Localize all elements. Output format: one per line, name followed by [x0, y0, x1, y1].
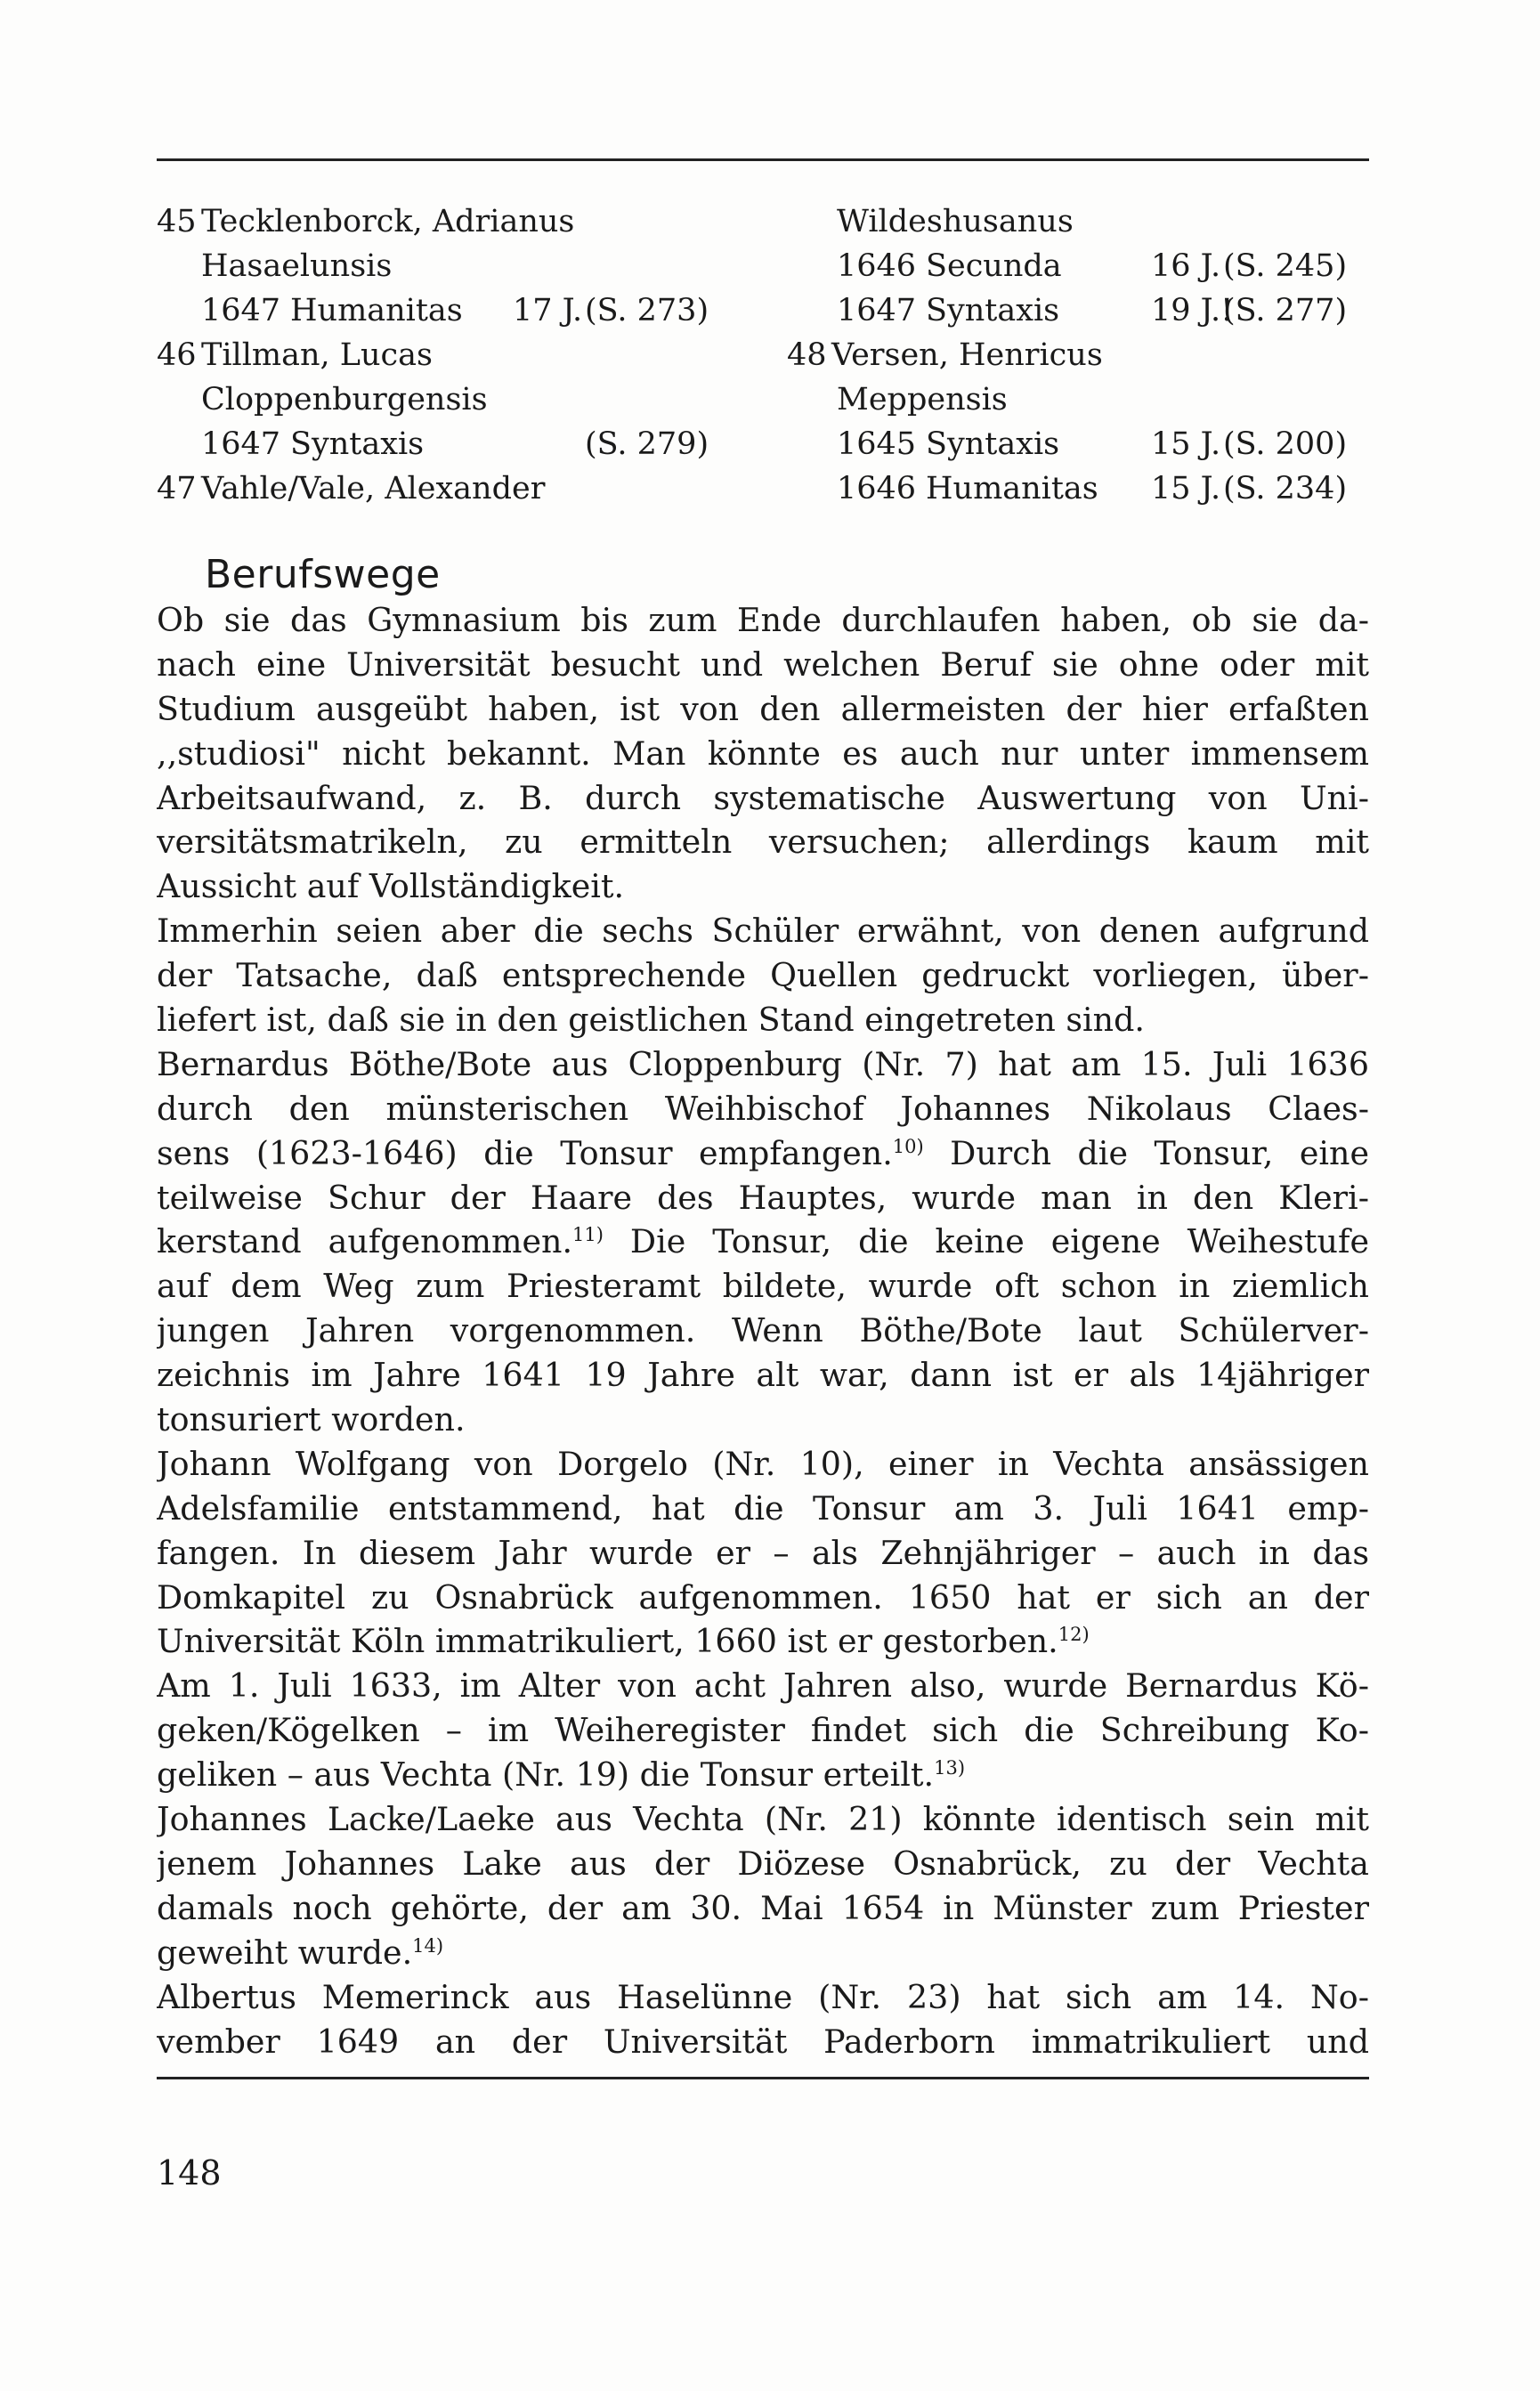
line-text-continued: Die Tonsur, die keine eigene Weihestufe — [603, 1222, 1369, 1261]
text-line — [157, 1842, 1369, 1886]
line-text: geken/Kögelken – im Weiheregister findet sich die Schreibung Ko- — [157, 1711, 1369, 1750]
entry-class: Humanitas — [926, 471, 1098, 507]
entry-name: Tecklenborck, Adrianus — [201, 204, 575, 239]
register-list-left — [157, 199, 762, 511]
text-line — [157, 1531, 1369, 1576]
text-line — [157, 598, 1369, 643]
entry-age: 15 J. — [1151, 471, 1221, 507]
text-line — [157, 2020, 1369, 2064]
top-rule — [157, 158, 1369, 161]
text-line — [157, 1220, 1369, 1264]
entry-year: 1647 — [201, 293, 281, 328]
line-text: Albertus Memerinck aus Haselünne (Nr. 23) hat sich am 14. No- — [157, 1977, 1369, 2016]
line-text: damals noch gehörte, der am 30. Mai 1654 in Münster zum Priester — [157, 1888, 1369, 1927]
line-text: fangen. In diesem Jahr wurde er – als Zehnjähriger – auch in das — [157, 1533, 1369, 1572]
text-line — [157, 1087, 1369, 1131]
line-text: durch den münsterischen Weihbischof Johannes Nikolaus Claes- — [157, 1089, 1369, 1128]
entry-class: Humanitas — [290, 293, 463, 328]
text-line — [157, 909, 1369, 953]
entry-name: Versen, Henricus — [831, 337, 1103, 373]
text-line — [157, 998, 1369, 1042]
text-line — [157, 864, 1369, 909]
body-text — [157, 598, 1369, 2063]
entry-origin: Hasaelunsis — [201, 248, 393, 284]
text-line — [157, 1886, 1369, 1931]
footnote-ref: 13) — [934, 1757, 966, 1779]
line-text: jenem Johannes Lake aus der Diözese Osnabrück, zu der Vechta — [157, 1844, 1369, 1883]
text-line — [157, 1487, 1369, 1531]
page-number: 148 — [157, 2153, 222, 2192]
entry-year: 1646 — [837, 248, 917, 284]
line-text: tonsuriert worden. — [157, 1400, 466, 1439]
line-text: versitätsmatrikeln, zu ermitteln versuchen; allerdings kaum mit — [157, 823, 1369, 862]
line-text: nach eine Universität besucht und welchen Beruf sie ohne oder mit — [157, 644, 1369, 684]
line-text: zeichnis im Jahre 1641 19 Jahre alt war, dann ist er als 14jähriger — [157, 1356, 1369, 1395]
text-line — [157, 820, 1369, 864]
text-line — [157, 1131, 1369, 1176]
entry-class: Syntaxis — [290, 426, 425, 462]
line-text: geliken – aus Vechta (Nr. 19) die Tonsur erteilt. — [157, 1755, 935, 1795]
text-line — [157, 1931, 1369, 1975]
entry-page-ref: (S. 277) — [1223, 293, 1348, 328]
text-line — [157, 1975, 1369, 2020]
footnote-ref: 14) — [412, 1934, 444, 1957]
register-row — [157, 244, 762, 288]
entry-page-ref: (S. 273) — [585, 293, 709, 328]
line-text: sens (1623-1646) die Tonsur empfangen. — [157, 1133, 893, 1172]
line-text: Am 1. Juli 1633, im Alter von acht Jahren also, wurde Bernardus Kö- — [157, 1666, 1369, 1706]
footnote-ref: 10) — [892, 1135, 924, 1157]
register-row — [157, 377, 762, 422]
footnote-ref: 11) — [572, 1224, 604, 1246]
entry-year: 1645 — [837, 426, 917, 462]
line-text: Johannes Lacke/Laeke aus Vechta (Nr. 21) könnte identisch sein mit — [157, 1800, 1369, 1839]
entry-page-ref: (S. 279) — [585, 426, 709, 462]
line-text: vember 1649 an der Universität Paderborn immatrikuliert und — [157, 2022, 1369, 2061]
register-row — [787, 466, 1383, 511]
text-line — [157, 1442, 1369, 1487]
entry-age: 16 J. — [1151, 248, 1221, 284]
entry-year: 1647 — [201, 426, 281, 462]
register-row — [787, 377, 1383, 422]
register-row — [157, 333, 762, 377]
line-text: Universität Köln immatrikuliert, 1660 ist er gestorben. — [157, 1622, 1058, 1661]
register-row — [787, 199, 1383, 244]
line-text: der Tatsache, daß entsprechende Quellen gedruckt vorliegen, über- — [157, 956, 1369, 995]
line-text: geweiht wurde. — [157, 1933, 413, 1972]
entry-year: 1646 — [837, 471, 917, 507]
text-line — [157, 643, 1369, 687]
entry-page-ref: (S. 200) — [1223, 426, 1348, 462]
text-line — [157, 1619, 1369, 1664]
entry-number: 46 — [157, 337, 197, 373]
entry-age: 15 J. — [1151, 426, 1221, 462]
line-text: Adelsfamilie entstammend, hat die Tonsur am 3. Juli 1641 emp- — [157, 1488, 1369, 1528]
text-line — [157, 1797, 1369, 1842]
text-line — [157, 1708, 1369, 1753]
line-text: Immerhin seien aber die sechs Schüler erwähnt, von denen aufgrund — [157, 912, 1369, 951]
line-text: Bernardus Böthe/Bote aus Cloppenburg (Nr. 7) hat am 15. Juli 1636 — [157, 1044, 1369, 1083]
entry-class: Syntaxis — [926, 426, 1060, 462]
line-text: ,,studiosi" nicht bekannt. Man könnte es auch nur unter immensem — [157, 734, 1369, 773]
register-row — [787, 333, 1383, 377]
line-text: jungen Jahren vorgenommen. Wenn Böthe/Bote laut Schülerver- — [157, 1311, 1369, 1350]
text-line — [157, 687, 1369, 732]
line-text: Johann Wolfgang von Dorgelo (Nr. 10), einer in Vechta ansässigen — [157, 1444, 1369, 1483]
entry-origin: Cloppenburgensis — [201, 382, 488, 417]
line-text: auf dem Weg zum Priesteramt bildete, wurde oft schon in ziemlich — [157, 1267, 1369, 1306]
entry-name: Vahle/Vale, Alexander — [201, 471, 546, 507]
line-text: Studium ausgeübt haben, ist von den allermeisten der hier erfaßten — [157, 689, 1369, 728]
line-text: kerstand aufgenommen. — [157, 1222, 573, 1261]
entry-class: Syntaxis — [926, 293, 1060, 328]
register-row — [157, 199, 762, 244]
line-text-continued: Durch die Tonsur, eine — [923, 1133, 1369, 1172]
entry-year: 1647 — [837, 293, 917, 328]
line-text: teilweise Schur der Haare des Hauptes, wurde man in den Kleri- — [157, 1178, 1369, 1217]
entry-number: 45 — [157, 204, 197, 239]
entry-page-ref: (S. 245) — [1223, 248, 1348, 284]
text-line — [157, 1664, 1369, 1708]
entry-class: Secunda — [926, 248, 1062, 284]
line-text: Domkapitel zu Osnabrück aufgenommen. 1650 hat er sich an der — [157, 1577, 1369, 1617]
entry-origin: Wildeshusanus — [837, 204, 1074, 239]
entry-number: 47 — [157, 471, 197, 507]
text-line — [157, 1264, 1369, 1309]
text-line — [157, 1309, 1369, 1353]
footnote-ref: 12) — [1058, 1624, 1090, 1646]
text-line — [157, 1176, 1369, 1220]
register-row — [787, 244, 1383, 288]
text-line — [157, 1753, 1369, 1797]
section-heading: Berufswege — [205, 552, 441, 597]
entry-origin: Meppensis — [837, 382, 1008, 417]
text-line — [157, 1042, 1369, 1087]
line-text: Ob sie das Gymnasium bis zum Ende durchlaufen haben, ob sie da- — [157, 601, 1369, 639]
line-text: Aussicht auf Vollständigkeit. — [157, 867, 625, 906]
line-text: liefert ist, daß sie in den geistlichen Stand eingetreten sind. — [157, 1001, 1145, 1040]
text-line — [157, 1398, 1369, 1442]
register-row — [157, 466, 762, 511]
text-line — [157, 953, 1369, 998]
register-row — [787, 288, 1383, 333]
bottom-rule — [157, 2077, 1369, 2079]
register-row — [157, 422, 762, 466]
text-line — [157, 1576, 1369, 1620]
text-line — [157, 776, 1369, 821]
entry-page-ref: (S. 234) — [1223, 471, 1348, 507]
line-text: Arbeitsaufwand, z. B. durch systematische Auswertung von Uni- — [157, 778, 1369, 817]
entry-number: 48 — [787, 337, 827, 373]
register-row — [787, 422, 1383, 466]
register-row — [157, 288, 762, 333]
entry-age: 17 J. — [513, 293, 583, 328]
text-line — [157, 732, 1369, 776]
entry-age: 19 J.! — [1151, 293, 1234, 328]
entry-name: Tillman, Lucas — [201, 337, 433, 373]
register-list-right — [787, 199, 1383, 511]
text-line — [157, 1353, 1369, 1398]
